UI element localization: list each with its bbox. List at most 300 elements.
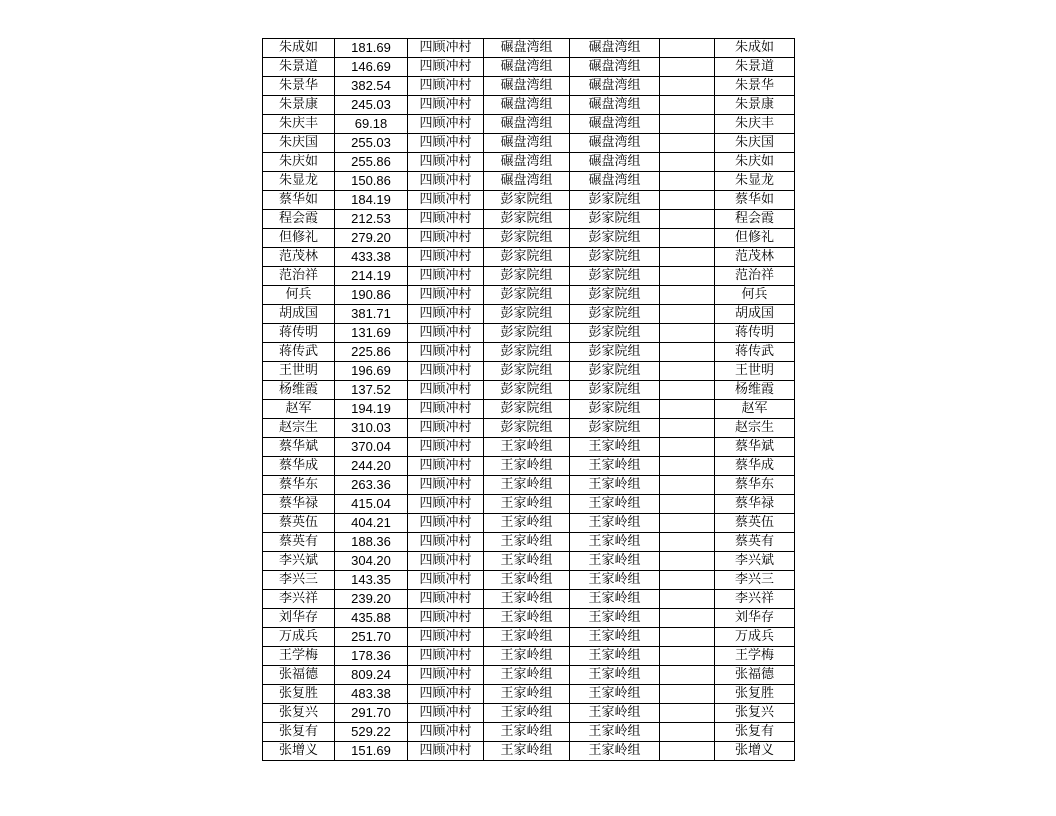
village-cell: 四顾冲村 — [408, 305, 484, 324]
village-cell: 四顾冲村 — [408, 514, 484, 533]
name-cell: 但修礼 — [263, 229, 335, 248]
group-cell: 王家岭组 — [484, 742, 570, 761]
table-row — [263, 476, 795, 495]
blank-cell — [660, 419, 715, 438]
group-cell: 王家岭组 — [484, 438, 570, 457]
name-cell: 李兴斌 — [263, 552, 335, 571]
area-cell: 151.69 — [335, 742, 408, 761]
area-cell: 184.19 — [335, 191, 408, 210]
blank-cell — [660, 58, 715, 77]
group-cell: 彭家院组 — [484, 191, 570, 210]
group-cell-2: 彭家院组 — [570, 400, 660, 419]
area-cell: 244.20 — [335, 457, 408, 476]
group-cell: 彭家院组 — [484, 324, 570, 343]
table-row — [263, 39, 795, 58]
blank-cell — [660, 39, 715, 58]
area-cell: 310.03 — [335, 419, 408, 438]
group-cell: 彭家院组 — [484, 210, 570, 229]
group-cell: 彭家院组 — [484, 400, 570, 419]
name-cell: 张复兴 — [263, 704, 335, 723]
blank-cell — [660, 457, 715, 476]
blank-cell — [660, 153, 715, 172]
group-cell-2: 王家岭组 — [570, 723, 660, 742]
table-row — [263, 267, 795, 286]
table-row — [263, 666, 795, 685]
group-cell: 碾盘湾组 — [484, 134, 570, 153]
blank-cell — [660, 666, 715, 685]
group-cell: 王家岭组 — [484, 457, 570, 476]
table-row — [263, 191, 795, 210]
area-cell: 214.19 — [335, 267, 408, 286]
name-cell: 万成兵 — [263, 628, 335, 647]
village-cell: 四顾冲村 — [408, 742, 484, 761]
village-cell: 四顾冲村 — [408, 400, 484, 419]
table-row — [263, 286, 795, 305]
table-row — [263, 571, 795, 590]
village-cell: 四顾冲村 — [408, 628, 484, 647]
name-cell: 张复有 — [263, 723, 335, 742]
table-row — [263, 533, 795, 552]
owner-cell: 张增义 — [715, 742, 795, 761]
area-cell: 255.86 — [335, 153, 408, 172]
group-cell: 王家岭组 — [484, 723, 570, 742]
area-cell: 433.38 — [335, 248, 408, 267]
owner-cell: 李兴三 — [715, 571, 795, 590]
village-cell: 四顾冲村 — [408, 134, 484, 153]
village-cell: 四顾冲村 — [408, 609, 484, 628]
blank-cell — [660, 229, 715, 248]
table-row — [263, 305, 795, 324]
area-cell: 178.36 — [335, 647, 408, 666]
group-cell: 王家岭组 — [484, 609, 570, 628]
blank-cell — [660, 191, 715, 210]
group-cell: 碾盘湾组 — [484, 172, 570, 191]
owner-cell: 张复兴 — [715, 704, 795, 723]
name-cell: 赵宗生 — [263, 419, 335, 438]
area-cell: 194.19 — [335, 400, 408, 419]
area-cell: 131.69 — [335, 324, 408, 343]
area-cell: 304.20 — [335, 552, 408, 571]
area-cell: 196.69 — [335, 362, 408, 381]
blank-cell — [660, 571, 715, 590]
name-cell: 蔡华成 — [263, 457, 335, 476]
area-cell: 415.04 — [335, 495, 408, 514]
name-cell: 杨维霞 — [263, 381, 335, 400]
owner-cell: 蔡华东 — [715, 476, 795, 495]
area-cell: 404.21 — [335, 514, 408, 533]
name-cell: 李兴三 — [263, 571, 335, 590]
blank-cell — [660, 400, 715, 419]
area-cell: 382.54 — [335, 77, 408, 96]
owner-cell: 范茂林 — [715, 248, 795, 267]
area-cell: 188.36 — [335, 533, 408, 552]
village-cell: 四顾冲村 — [408, 495, 484, 514]
owner-cell: 王世明 — [715, 362, 795, 381]
blank-cell — [660, 609, 715, 628]
owner-cell: 杨维霞 — [715, 381, 795, 400]
name-cell: 朱庆如 — [263, 153, 335, 172]
village-cell: 四顾冲村 — [408, 96, 484, 115]
group-cell-2: 彭家院组 — [570, 305, 660, 324]
area-cell: 435.88 — [335, 609, 408, 628]
blank-cell — [660, 324, 715, 343]
group-cell-2: 碾盘湾组 — [570, 134, 660, 153]
name-cell: 王学梅 — [263, 647, 335, 666]
blank-cell — [660, 381, 715, 400]
table-row — [263, 628, 795, 647]
table-row — [263, 723, 795, 742]
name-cell: 蔡英伍 — [263, 514, 335, 533]
table-row — [263, 742, 795, 761]
table-row — [263, 495, 795, 514]
owner-cell: 蒋传武 — [715, 343, 795, 362]
group-cell-2: 王家岭组 — [570, 628, 660, 647]
table-row — [263, 77, 795, 96]
table-row — [263, 438, 795, 457]
table-row — [263, 153, 795, 172]
village-cell: 四顾冲村 — [408, 77, 484, 96]
village-cell: 四顾冲村 — [408, 248, 484, 267]
owner-cell: 朱景康 — [715, 96, 795, 115]
village-cell: 四顾冲村 — [408, 381, 484, 400]
blank-cell — [660, 210, 715, 229]
owner-cell: 张福德 — [715, 666, 795, 685]
group-cell-2: 彭家院组 — [570, 191, 660, 210]
area-cell: 529.22 — [335, 723, 408, 742]
area-cell: 190.86 — [335, 286, 408, 305]
group-cell: 王家岭组 — [484, 590, 570, 609]
group-cell-2: 王家岭组 — [570, 533, 660, 552]
group-cell: 王家岭组 — [484, 647, 570, 666]
name-cell: 范治祥 — [263, 267, 335, 286]
name-cell: 朱显龙 — [263, 172, 335, 191]
area-cell: 809.24 — [335, 666, 408, 685]
blank-cell — [660, 343, 715, 362]
blank-cell — [660, 77, 715, 96]
area-cell: 146.69 — [335, 58, 408, 77]
group-cell-2: 彭家院组 — [570, 229, 660, 248]
group-cell-2: 王家岭组 — [570, 742, 660, 761]
group-cell-2: 碾盘湾组 — [570, 115, 660, 134]
owner-cell: 李兴祥 — [715, 590, 795, 609]
owner-cell: 赵宗生 — [715, 419, 795, 438]
name-cell: 赵军 — [263, 400, 335, 419]
owner-cell: 程会霞 — [715, 210, 795, 229]
blank-cell — [660, 305, 715, 324]
group-cell: 王家岭组 — [484, 666, 570, 685]
village-cell: 四顾冲村 — [408, 552, 484, 571]
table-row — [263, 172, 795, 191]
owner-cell: 蔡华成 — [715, 457, 795, 476]
owner-cell: 李兴斌 — [715, 552, 795, 571]
village-cell: 四顾冲村 — [408, 590, 484, 609]
owner-cell: 蔡英有 — [715, 533, 795, 552]
owner-cell: 胡成国 — [715, 305, 795, 324]
group-cell: 王家岭组 — [484, 476, 570, 495]
group-cell-2: 王家岭组 — [570, 495, 660, 514]
owner-cell: 朱景道 — [715, 58, 795, 77]
owner-cell: 但修礼 — [715, 229, 795, 248]
group-cell: 王家岭组 — [484, 552, 570, 571]
table-row — [263, 704, 795, 723]
name-cell: 蔡华东 — [263, 476, 335, 495]
village-cell: 四顾冲村 — [408, 476, 484, 495]
name-cell: 张复胜 — [263, 685, 335, 704]
table-row — [263, 134, 795, 153]
group-cell-2: 彭家院组 — [570, 286, 660, 305]
group-cell: 彭家院组 — [484, 343, 570, 362]
group-cell-2: 王家岭组 — [570, 514, 660, 533]
name-cell: 程会霞 — [263, 210, 335, 229]
village-cell: 四顾冲村 — [408, 704, 484, 723]
village-cell: 四顾冲村 — [408, 685, 484, 704]
name-cell: 朱景康 — [263, 96, 335, 115]
table-row — [263, 552, 795, 571]
group-cell-2: 王家岭组 — [570, 571, 660, 590]
group-cell-2: 王家岭组 — [570, 476, 660, 495]
blank-cell — [660, 267, 715, 286]
blank-cell — [660, 685, 715, 704]
owner-cell: 朱成如 — [715, 39, 795, 58]
table-body — [263, 39, 795, 761]
owner-cell: 张复有 — [715, 723, 795, 742]
group-cell-2: 王家岭组 — [570, 666, 660, 685]
group-cell-2: 彭家院组 — [570, 267, 660, 286]
group-cell-2: 碾盘湾组 — [570, 96, 660, 115]
group-cell: 彭家院组 — [484, 419, 570, 438]
name-cell: 王世明 — [263, 362, 335, 381]
blank-cell — [660, 495, 715, 514]
group-cell-2: 彭家院组 — [570, 248, 660, 267]
blank-cell — [660, 115, 715, 134]
group-cell-2: 碾盘湾组 — [570, 153, 660, 172]
group-cell: 彭家院组 — [484, 248, 570, 267]
group-cell: 彭家院组 — [484, 305, 570, 324]
name-cell: 李兴祥 — [263, 590, 335, 609]
area-cell: 263.36 — [335, 476, 408, 495]
group-cell-2: 王家岭组 — [570, 704, 660, 723]
group-cell: 王家岭组 — [484, 533, 570, 552]
village-cell: 四顾冲村 — [408, 438, 484, 457]
name-cell: 朱成如 — [263, 39, 335, 58]
group-cell: 碾盘湾组 — [484, 153, 570, 172]
table-row — [263, 96, 795, 115]
owner-cell: 蔡英伍 — [715, 514, 795, 533]
group-cell: 碾盘湾组 — [484, 58, 570, 77]
area-cell: 291.70 — [335, 704, 408, 723]
group-cell: 王家岭组 — [484, 571, 570, 590]
blank-cell — [660, 476, 715, 495]
group-cell-2: 王家岭组 — [570, 457, 660, 476]
data-table — [262, 38, 795, 761]
village-cell: 四顾冲村 — [408, 210, 484, 229]
area-cell: 370.04 — [335, 438, 408, 457]
group-cell: 碾盘湾组 — [484, 77, 570, 96]
village-cell: 四顾冲村 — [408, 533, 484, 552]
area-cell: 239.20 — [335, 590, 408, 609]
name-cell: 朱景华 — [263, 77, 335, 96]
table-row — [263, 419, 795, 438]
table-row — [263, 590, 795, 609]
name-cell: 范茂林 — [263, 248, 335, 267]
owner-cell: 赵军 — [715, 400, 795, 419]
blank-cell — [660, 438, 715, 457]
name-cell: 刘华存 — [263, 609, 335, 628]
table-row — [263, 343, 795, 362]
owner-cell: 王学梅 — [715, 647, 795, 666]
owner-cell: 张复胜 — [715, 685, 795, 704]
table-row — [263, 210, 795, 229]
area-cell: 181.69 — [335, 39, 408, 58]
name-cell: 朱景道 — [263, 58, 335, 77]
group-cell-2: 王家岭组 — [570, 647, 660, 666]
area-cell: 251.70 — [335, 628, 408, 647]
village-cell: 四顾冲村 — [408, 286, 484, 305]
group-cell-2: 碾盘湾组 — [570, 39, 660, 58]
owner-cell: 朱景华 — [715, 77, 795, 96]
group-cell: 碾盘湾组 — [484, 39, 570, 58]
group-cell-2: 彭家院组 — [570, 381, 660, 400]
table-row — [263, 381, 795, 400]
village-cell: 四顾冲村 — [408, 153, 484, 172]
owner-cell: 朱庆如 — [715, 153, 795, 172]
group-cell: 彭家院组 — [484, 229, 570, 248]
table-row — [263, 514, 795, 533]
blank-cell — [660, 590, 715, 609]
table-row — [263, 685, 795, 704]
owner-cell: 朱显龙 — [715, 172, 795, 191]
owner-cell: 何兵 — [715, 286, 795, 305]
group-cell-2: 彭家院组 — [570, 324, 660, 343]
blank-cell — [660, 362, 715, 381]
group-cell: 彭家院组 — [484, 362, 570, 381]
village-cell: 四顾冲村 — [408, 666, 484, 685]
village-cell: 四顾冲村 — [408, 419, 484, 438]
group-cell-2: 王家岭组 — [570, 590, 660, 609]
owner-cell: 刘华存 — [715, 609, 795, 628]
village-cell: 四顾冲村 — [408, 267, 484, 286]
table-row — [263, 229, 795, 248]
blank-cell — [660, 533, 715, 552]
area-cell: 143.35 — [335, 571, 408, 590]
village-cell: 四顾冲村 — [408, 647, 484, 666]
blank-cell — [660, 704, 715, 723]
name-cell: 张增义 — [263, 742, 335, 761]
group-cell-2: 彭家院组 — [570, 419, 660, 438]
village-cell: 四顾冲村 — [408, 571, 484, 590]
blank-cell — [660, 514, 715, 533]
blank-cell — [660, 134, 715, 153]
blank-cell — [660, 552, 715, 571]
group-cell: 王家岭组 — [484, 514, 570, 533]
name-cell: 张福德 — [263, 666, 335, 685]
name-cell: 朱庆丰 — [263, 115, 335, 134]
area-cell: 225.86 — [335, 343, 408, 362]
owner-cell: 朱庆丰 — [715, 115, 795, 134]
area-cell: 212.53 — [335, 210, 408, 229]
owner-cell: 蒋传明 — [715, 324, 795, 343]
village-cell: 四顾冲村 — [408, 723, 484, 742]
group-cell-2: 碾盘湾组 — [570, 77, 660, 96]
table-row — [263, 362, 795, 381]
name-cell: 蔡华斌 — [263, 438, 335, 457]
village-cell: 四顾冲村 — [408, 362, 484, 381]
table-row — [263, 324, 795, 343]
blank-cell — [660, 248, 715, 267]
name-cell: 胡成国 — [263, 305, 335, 324]
area-cell: 245.03 — [335, 96, 408, 115]
blank-cell — [660, 628, 715, 647]
table-row — [263, 609, 795, 628]
group-cell: 碾盘湾组 — [484, 96, 570, 115]
village-cell: 四顾冲村 — [408, 115, 484, 134]
table-row — [263, 647, 795, 666]
name-cell: 蔡英有 — [263, 533, 335, 552]
village-cell: 四顾冲村 — [408, 191, 484, 210]
name-cell: 何兵 — [263, 286, 335, 305]
group-cell-2: 王家岭组 — [570, 609, 660, 628]
owner-cell: 朱庆国 — [715, 134, 795, 153]
table-row — [263, 58, 795, 77]
area-cell: 255.03 — [335, 134, 408, 153]
group-cell-2: 彭家院组 — [570, 343, 660, 362]
blank-cell — [660, 742, 715, 761]
group-cell-2: 王家岭组 — [570, 685, 660, 704]
group-cell: 彭家院组 — [484, 267, 570, 286]
village-cell: 四顾冲村 — [408, 324, 484, 343]
name-cell: 朱庆国 — [263, 134, 335, 153]
blank-cell — [660, 172, 715, 191]
name-cell: 蒋传武 — [263, 343, 335, 362]
village-cell: 四顾冲村 — [408, 343, 484, 362]
owner-cell: 范治祥 — [715, 267, 795, 286]
blank-cell — [660, 647, 715, 666]
owner-cell: 蔡华禄 — [715, 495, 795, 514]
area-cell: 279.20 — [335, 229, 408, 248]
table-row — [263, 115, 795, 134]
name-cell: 蔡华禄 — [263, 495, 335, 514]
owner-cell: 蔡华斌 — [715, 438, 795, 457]
village-cell: 四顾冲村 — [408, 58, 484, 77]
name-cell: 蒋传明 — [263, 324, 335, 343]
area-cell: 381.71 — [335, 305, 408, 324]
group-cell: 王家岭组 — [484, 685, 570, 704]
village-cell: 四顾冲村 — [408, 457, 484, 476]
owner-cell: 万成兵 — [715, 628, 795, 647]
blank-cell — [660, 723, 715, 742]
village-cell: 四顾冲村 — [408, 39, 484, 58]
group-cell-2: 彭家院组 — [570, 210, 660, 229]
group-cell-2: 碾盘湾组 — [570, 58, 660, 77]
blank-cell — [660, 286, 715, 305]
group-cell-2: 王家岭组 — [570, 552, 660, 571]
area-cell: 69.18 — [335, 115, 408, 134]
area-cell: 137.52 — [335, 381, 408, 400]
group-cell: 王家岭组 — [484, 628, 570, 647]
village-cell: 四顾冲村 — [408, 229, 484, 248]
table-row — [263, 400, 795, 419]
group-cell: 碾盘湾组 — [484, 115, 570, 134]
village-cell: 四顾冲村 — [408, 172, 484, 191]
group-cell: 彭家院组 — [484, 381, 570, 400]
group-cell: 王家岭组 — [484, 704, 570, 723]
group-cell-2: 彭家院组 — [570, 362, 660, 381]
group-cell-2: 王家岭组 — [570, 438, 660, 457]
group-cell-2: 碾盘湾组 — [570, 172, 660, 191]
group-cell: 彭家院组 — [484, 286, 570, 305]
area-cell: 150.86 — [335, 172, 408, 191]
area-cell: 483.38 — [335, 685, 408, 704]
